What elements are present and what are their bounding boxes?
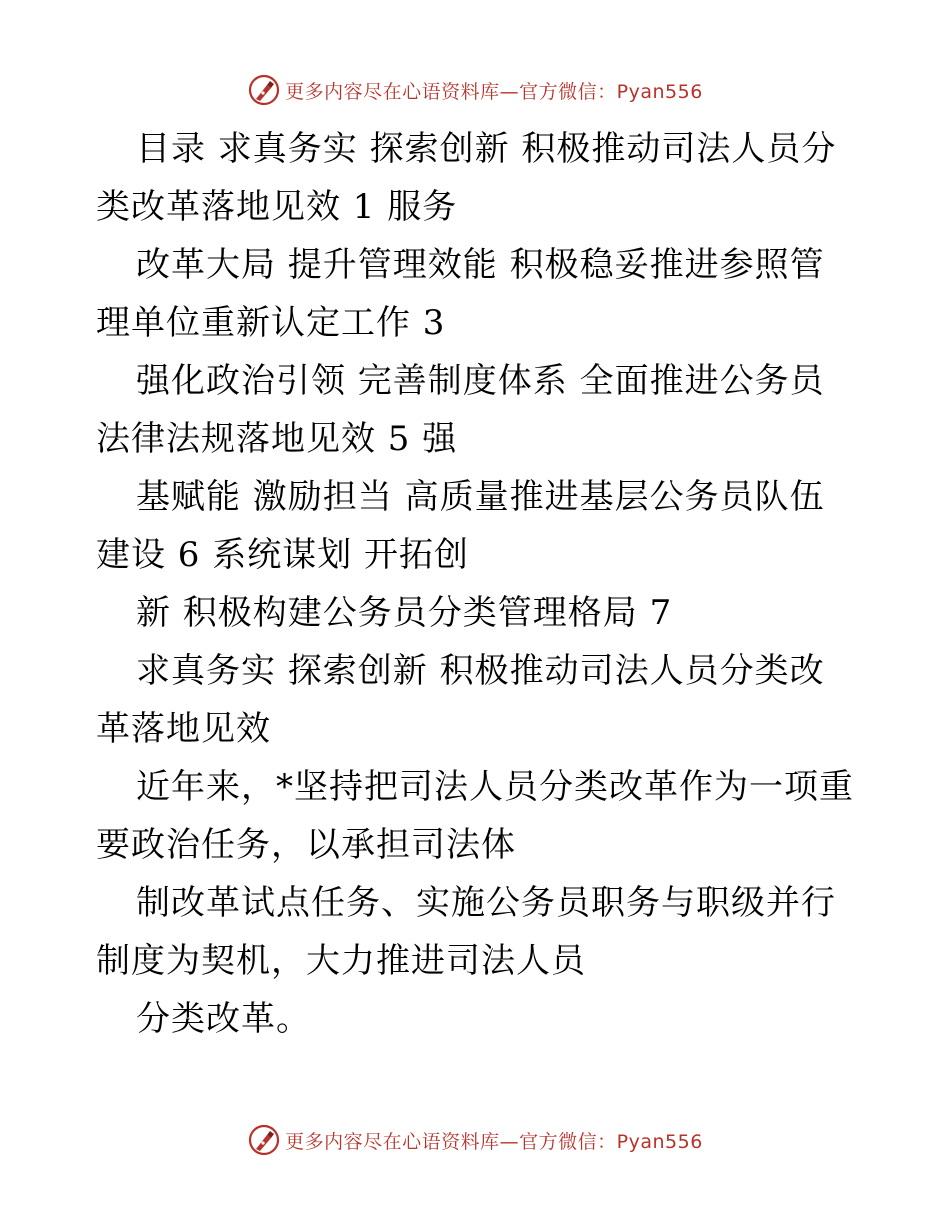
header-banner-text: 更多内容尽在心语资料库—官方微信：Pyan556 <box>285 80 703 103</box>
document-body <box>96 120 856 1048</box>
pen-nib-logo-icon <box>247 1123 281 1157</box>
paragraph: 改革大局 提升管理效能 积极稳妥推进参照管理单位重新认定工作 3 <box>96 245 825 343</box>
paragraph: 基赋能 激励担当 高质量推进基层公务员队伍建设 6 系统谋划 开拓创 <box>96 477 825 575</box>
footer-banner <box>0 1120 950 1160</box>
paragraph: 求真务实 探索创新 积极推动司法人员分类改革落地见效 <box>96 651 825 749</box>
paragraph: 近年来，*坚持把司法人员分类改革作为一项重要政治任务，以承担司法体 <box>96 767 854 865</box>
header-banner <box>0 70 950 110</box>
paragraph: 分类改革。 <box>136 999 311 1039</box>
paragraph: 制改革试点任务、实施公务员职务与职级并行制度为契机，大力推进司法人员 <box>96 883 836 981</box>
pen-nib-logo-icon <box>247 73 281 107</box>
paragraph: 新 积极构建公务员分类管理格局 7 <box>136 593 673 633</box>
footer-banner-text: 更多内容尽在心语资料库—官方微信：Pyan556 <box>285 1130 703 1153</box>
paragraph: 强化政治引领 完善制度体系 全面推进公务员法律法规落地见效 5 强 <box>96 361 825 459</box>
paragraph: 目录 求真务实 探索创新 积极推动司法人员分类改革落地见效 1 服务 <box>96 129 837 227</box>
